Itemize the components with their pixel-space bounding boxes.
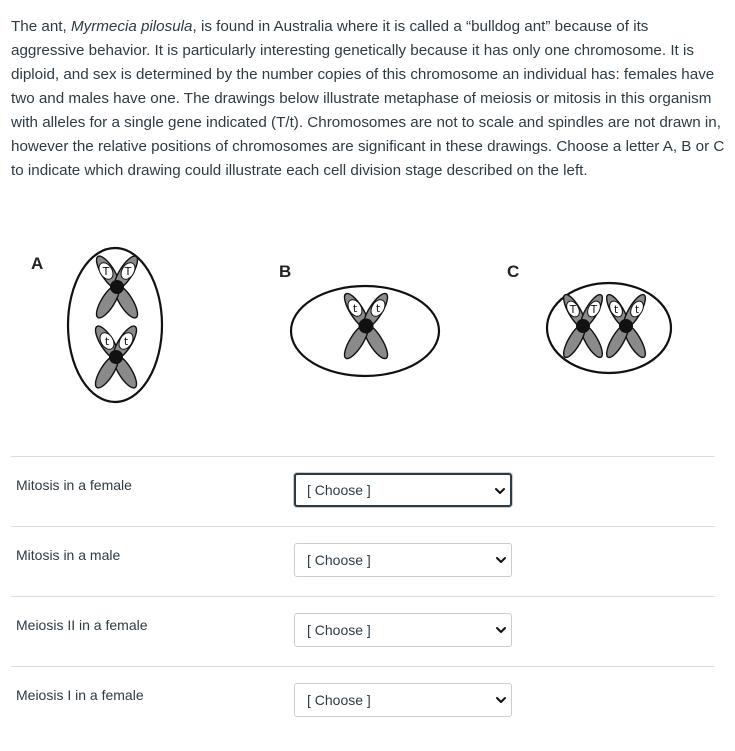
allele-b2: t <box>375 302 381 315</box>
question-body: , is found in Australia where it is called a “bulldog ant” because of its aggressive behavior. It is particularly interesting genetically because it has only one chromosome. It is diploid, and sex is determined by the number copies of this chromosome an individual has: females have two and males have one. The drawings below illustrate metaphase of meiosis or mitosis in this organism with alleles for a single gene indicated (T/t). Chromosomes are not to scale and spindles are not drawn in, however the relative positions of chromosomes are significant in these drawings. Choose a letter A, B or C to indicate which drawing could illustrate each cell division stage described on the left. <box>11 18 725 179</box>
allele-c3: t <box>613 304 619 316</box>
match-row <box>11 526 715 596</box>
match-label: Meiosis I in a female <box>16 687 144 703</box>
question-intro: The ant, <box>11 18 71 35</box>
match-row <box>11 666 715 736</box>
question-text <box>11 15 725 183</box>
cell-drawings <box>0 240 735 410</box>
species-name: Myrmecia pilosula <box>70 18 193 35</box>
allele-c1: T <box>569 304 577 316</box>
select-value: [ Choose ] <box>307 692 371 708</box>
allele-a3: t <box>104 335 110 348</box>
select-value: [ Choose ] <box>307 482 371 498</box>
match-label: Meiosis II in a female <box>16 617 148 633</box>
match-select[interactable] <box>294 473 512 507</box>
figure-c-cell <box>543 278 675 378</box>
match-select[interactable] <box>294 683 512 717</box>
match-select[interactable] <box>294 543 512 577</box>
match-row <box>11 456 715 526</box>
matching-list <box>11 456 715 736</box>
match-label: Mitosis in a female <box>16 477 132 493</box>
allele-c4: t <box>634 304 640 316</box>
figure-a-label: A <box>31 254 44 273</box>
allele-a2: T <box>124 265 132 278</box>
chevron-down-icon <box>494 485 506 497</box>
figure-b-label: B <box>279 262 292 281</box>
match-row <box>11 596 715 666</box>
match-select[interactable] <box>294 613 512 647</box>
allele-a1: T <box>102 265 110 278</box>
allele-a4: t <box>123 335 129 348</box>
figure-c-label: C <box>507 262 520 281</box>
chevron-down-icon <box>495 694 507 706</box>
chevron-down-icon <box>495 554 507 566</box>
allele-c2: T <box>590 304 598 316</box>
allele-b1: t <box>352 302 358 315</box>
select-value: [ Choose ] <box>307 552 371 568</box>
match-label: Mitosis in a male <box>16 547 121 563</box>
select-value: [ Choose ] <box>307 622 371 638</box>
figure-a-cell <box>60 240 170 410</box>
chevron-down-icon <box>495 624 507 636</box>
figure-b-cell <box>287 280 443 380</box>
